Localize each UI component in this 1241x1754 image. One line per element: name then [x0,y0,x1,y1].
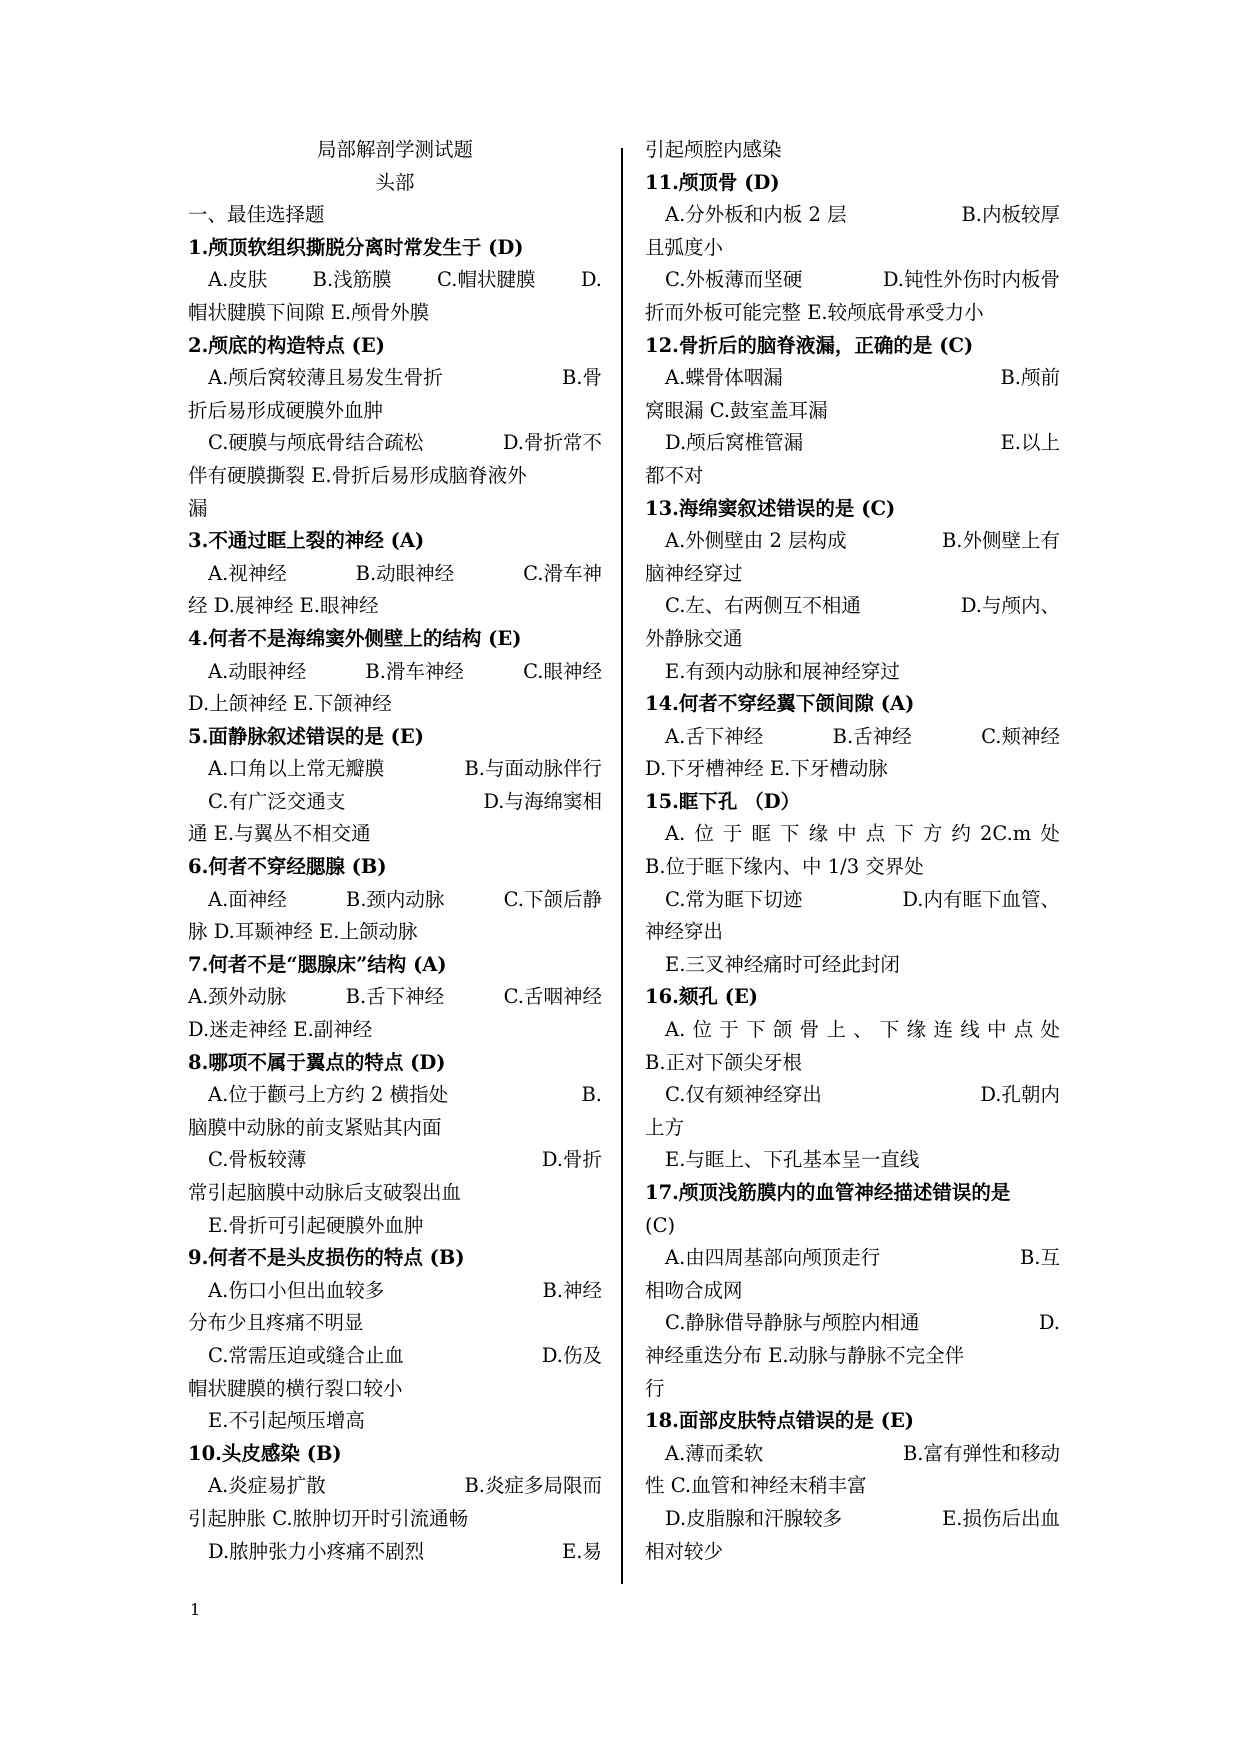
line-segment: 颌 [772,1018,793,1042]
line-segment: 下 [879,1018,900,1042]
right-text-line: 上方 [645,1115,685,1139]
right-text-line: 相吻合成网 [645,1278,743,1302]
line-segment: A.口角以上常无瓣膜 [208,757,385,781]
line-segment: A.位于颧弓上方约 2 横指处 [208,1083,449,1107]
left-text-line [188,264,602,297]
line-segment: A.伤口小但出血较多 [208,1278,385,1302]
left-text-line: 伴有硬膜撕裂 E.骨折后易形成脑脊液外 [188,463,527,487]
left-text-line: 一、最佳选择题 [188,203,325,227]
right-text-line [645,1438,1060,1471]
line-segment: 处 [1040,822,1060,846]
line-segment: D.伤及 [541,1343,602,1367]
line-segment: A.蝶骨体咽漏 [665,366,783,390]
left-text-line [188,1470,602,1503]
line-segment: C.帽状腱膜 [437,268,536,292]
line-segment: D.皮脂腺和汗腺较多 [665,1506,843,1530]
left-text-line: 4.何者不是海绵窦外侧壁上的结构 (E) [188,626,522,650]
right-text-line: 相对较少 [645,1539,724,1563]
line-segment: E.以上 [1000,431,1060,455]
line-segment: B.舌下神经 [345,985,445,1009]
left-text-line [188,362,602,395]
line-segment: E.易 [562,1539,602,1563]
right-text-line: 神经穿出 [645,920,724,944]
line-segment: C.下颌后静 [503,887,602,911]
right-text-line [645,362,1060,395]
right-column [645,134,1060,1568]
left-text-line: 局部解剖学测试题 [316,138,473,161]
line-segment: C.常为眶下切迹 [665,887,803,911]
line-segment: 方 [922,822,943,846]
left-text-line: 漏 [188,496,208,520]
right-text-line [645,1503,1060,1536]
left-text-line: 帽状腱膜下间隙 E.颅骨外膜 [188,300,430,324]
left-text-line [188,981,602,1014]
line-segment: A.面神经 [208,887,287,911]
line-segment: B.炎症多局限而 [464,1474,602,1498]
line-segment: C.有广泛交通支 [208,789,346,813]
left-text-line: 9.何者不是头皮损伤的特点 (B) [188,1246,465,1270]
right-text-line [645,1014,1060,1047]
line-segment: 约 [951,822,971,846]
line-segment: D.与海绵窦相 [483,789,602,813]
left-text-line [188,558,602,591]
left-text-line: 通 E.与翼丛不相交通 [188,822,371,846]
line-segment: 下 [780,822,800,846]
line-segment: 位 [694,822,714,846]
right-text-line: 18.面部皮肤特点错误的是 (E) [645,1409,915,1433]
line-segment: C.外板薄而坚硬 [665,268,803,292]
line-segment: 于 [719,1018,739,1042]
line-segment: 连 [933,1018,953,1042]
right-text-line: 且弧度小 [645,235,724,259]
left-column [188,134,602,1568]
line-segment: D.骨折常不 [502,431,602,455]
line-segment: 位 [692,1018,713,1042]
line-segment: D.与颅内、 [960,594,1060,618]
line-segment: 、 [853,1018,873,1042]
line-segment: B.外侧壁上有 [941,529,1060,553]
line-segment: A.外侧壁由 2 层构成 [665,529,847,553]
left-text-line: 折后易形成硬膜外血肿 [188,398,384,422]
line-segment: 中 [986,1018,1007,1042]
line-segment: B.互 [1019,1246,1060,1270]
line-segment: C.仅有颏神经穿出 [665,1083,822,1107]
right-text-line: 性 C.血管和神经末稍丰富 [645,1474,867,1498]
line-segment: B.浅筋膜 [312,268,392,292]
line-segment: A.炎症易扩散 [208,1474,326,1498]
line-segment: D.骨折 [541,1148,602,1172]
left-text-line: E.骨折可引起硬膜外血肿 [208,1213,424,1237]
line-segment: C.骨板较薄 [208,1148,307,1172]
left-text-line: D.迷走神经 E.副神经 [188,1018,373,1042]
left-text-line: 头部 [375,170,415,194]
left-text-line: 脉 D.耳颞神经 E.上颌动脉 [188,920,418,944]
right-text-line: 脑神经穿过 [645,561,743,585]
right-text-line: 折而外板可能完整 E.较颅底骨承受力小 [645,300,984,324]
right-text-line: 引起颅腔内感染 [645,138,782,161]
left-text-line: 2.颅底的构造特点 (E) [188,333,385,357]
line-segment: 中 [837,822,857,846]
line-segment: 点 [1013,1018,1034,1042]
left-text-line: 分布少且疼痛不明显 [188,1311,364,1335]
right-text-line: 15.眶下孔 （D） [645,789,801,813]
left-text-line: 经 D.展神经 E.眼神经 [188,594,379,618]
left-text-line: D.上颌神经 E.下颌神经 [188,692,392,716]
line-segment: B.骨 [561,366,602,390]
left-text-line: 脑膜中动脉的前支紧贴其内面 [188,1115,442,1139]
left-text-line [188,884,602,917]
line-segment: 线 [960,1018,980,1042]
left-text-line [188,656,602,689]
right-text-line: E.三叉神经痛时可经此封闭 [665,952,900,976]
line-segment: D.内有眶下血管、 [902,887,1060,911]
line-segment: D.钝性外伤时内板骨 [882,268,1060,292]
line-segment: 于 [722,822,743,846]
line-segment: D. [580,268,602,292]
line-segment: A. [665,822,686,846]
left-text-line [188,753,602,786]
left-text-line [188,1144,602,1177]
right-text-line: 行 [645,1376,665,1400]
right-text-line [645,818,1060,851]
line-segment: B.与面动脉伴行 [464,757,602,781]
line-segment: B.滑车神经 [365,659,464,683]
line-segment: 下 [894,822,914,846]
line-segment: B.内板较厚 [961,203,1060,227]
line-segment: C.滑车神 [523,561,602,585]
line-segment: C.颊神经 [981,724,1060,748]
left-text-line: 引起肿胀 C.脓肿切开时引流通畅 [188,1506,469,1530]
line-segment: 点 [865,822,886,846]
line-segment: A. [665,1018,686,1042]
line-segment: 缘 [906,1018,927,1042]
right-text-line [645,1242,1060,1275]
right-text-line: B.正对下颌尖牙根 [645,1050,803,1074]
line-segment: B. [581,1083,602,1107]
left-text-line: E.不引起颅压增高 [208,1409,365,1433]
left-text-line: 3.不通过眶上裂的神经 (A) [188,529,425,553]
line-segment: A.皮肤 [208,268,268,292]
line-segment: A.薄而柔软 [665,1441,764,1465]
line-segment: D.颅后窝椎管漏 [665,431,804,455]
column-divider [621,148,623,1584]
right-text-line: E.与眶上、下孔基本呈一直线 [665,1148,920,1172]
line-segment: A.颅后窝较薄且易发生骨折 [208,366,443,390]
right-text-line [645,427,1060,460]
line-segment: B.舌神经 [832,724,912,748]
right-text-line: 17.颅顶浅筋膜内的血管神经描述错误的是 [645,1181,1011,1204]
line-segment: 眶 [751,822,771,846]
right-text-line [645,1079,1060,1112]
left-text-line: 5.面静脉叙述错误的是 (E) [188,724,424,748]
line-segment: B.神经 [542,1278,602,1302]
line-segment: 处 [1040,1018,1060,1042]
right-text-line [645,590,1060,623]
left-text-line: 帽状腱膜的横行裂口较小 [188,1376,403,1400]
line-segment: C.眼神经 [523,659,602,683]
right-text-line [645,199,1060,232]
line-segment: D.孔朝内 [980,1083,1060,1107]
right-text-line [645,721,1060,754]
line-segment: 上 [826,1018,846,1042]
left-text-line: 8.哪项不属于翼点的特点 (D) [188,1050,446,1074]
line-segment: B.动眼神经 [355,561,455,585]
page-number: 1 [190,1600,201,1619]
left-text-line [188,1079,602,1112]
left-text-line: 常引起脑膜中动脉后支破裂出血 [188,1181,462,1204]
right-text-line: E.有颈内动脉和展神经穿过 [665,659,900,683]
right-text-line [645,884,1060,917]
left-text-line: 1.颅顶软组织撕脱分离时常发生于 (D) [188,235,524,259]
right-text-line: D.下牙槽神经 E.下牙槽动脉 [645,757,888,781]
left-text-line [188,1275,602,1308]
line-segment: 缘 [808,822,829,846]
line-segment: E.损伤后出血 [942,1506,1060,1530]
right-text-line: 13.海绵窦叙述错误的是 (C) [645,496,896,520]
line-segment: 下 [746,1018,766,1042]
line-segment: B.富有弹性和移动 [902,1441,1060,1465]
line-segment: D. [1038,1311,1060,1335]
right-text-line: 16.颏孔 (E) [645,985,759,1009]
right-text-line: 窝眼漏 C.鼓室盖耳漏 [645,398,828,422]
line-segment: C.左、右两侧互不相通 [665,594,861,618]
left-text-line [188,427,602,460]
line-segment: C.静脉借导静脉与颅腔内相通 [665,1311,920,1335]
right-text-line: 神经重迭分布 E.动脉与静脉不完全伴 [645,1343,965,1367]
right-text-line: 11.颅顶骨 (D) [645,170,780,194]
line-segment: C.舌咽神经 [503,985,602,1009]
left-text-line: 7.何者不是“腮腺床”结构 (A) [188,952,447,976]
line-segment: 骨 [799,1018,820,1042]
right-text-line [645,264,1060,297]
line-segment: A.动眼神经 [208,659,307,683]
line-segment: A.分外板和内板 2 层 [665,203,847,227]
left-text-line: 6.何者不穿经腮腺 (B) [188,855,387,879]
right-text-line: 12.骨折后的脑脊液漏，正确的是 (C) [645,333,974,357]
line-segment: A.视神经 [208,561,287,585]
line-segment: B.颅前 [1000,366,1060,390]
left-text-line [188,786,602,819]
line-segment: C.硬膜与颅底骨结合疏松 [208,431,424,455]
left-text-line [188,1536,602,1569]
right-text-line: 14.何者不穿经翼下颌间隙 (A) [645,692,915,716]
right-text-line: (C) [645,1213,676,1237]
right-text-line: 都不对 [645,463,704,487]
line-segment: A.颈外动脉 [188,985,287,1009]
left-text-line: 10.头皮感染 (B) [188,1441,342,1465]
right-text-line: 外静脉交通 [645,626,743,650]
line-segment: D.脓肿张力小疼痛不剧烈 [208,1539,425,1563]
right-text-line: B.位于眶下缘内、中 1/3 交界处 [645,855,924,879]
line-segment: B.颈内动脉 [345,887,445,911]
right-text-line [645,525,1060,558]
right-text-line [645,1307,1060,1340]
line-segment: 2C.m [979,822,1032,846]
line-segment: C.常需压迫或缝合止血 [208,1343,404,1367]
line-segment: A.由四周基部向颅顶走行 [665,1246,881,1270]
line-segment: A.舌下神经 [665,724,764,748]
left-text-line [188,1340,602,1373]
